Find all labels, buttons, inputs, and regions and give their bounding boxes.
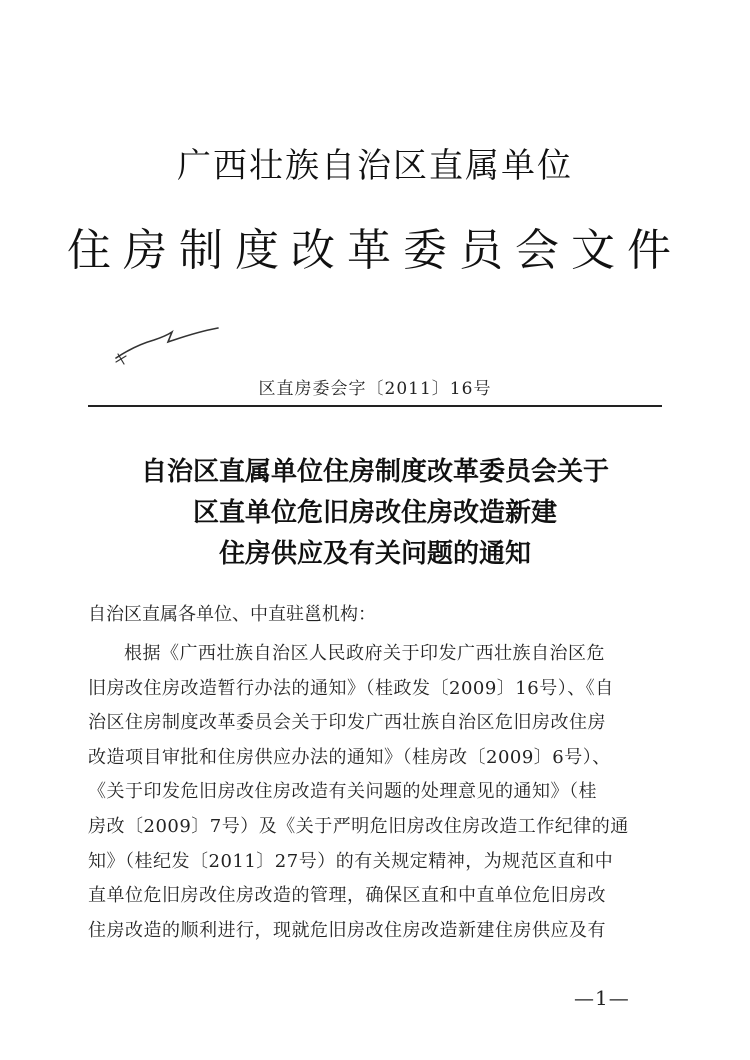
title-line: 自治区直属单位住房制度改革委员会关于 <box>140 457 609 487</box>
issuer-name-line1: 广西壮族自治区直属单位 <box>177 146 573 186</box>
body-line: 直单位危旧房改住房改造的管理，确保区直和中直单位危旧房改 <box>88 885 606 907</box>
body-text <box>88 637 660 948</box>
header-divider <box>88 405 662 407</box>
body-line: 知》（桂纪发〔2011〕27号）的有关规定精神，为规范区直和中 <box>88 850 614 872</box>
handwritten-signature <box>110 320 230 370</box>
body-line: 治区住房制度改革委员会关于印发广西壮族自治区危旧房改住房 <box>88 712 606 734</box>
body-line: 住房改造的顺利进行，现就危旧房改住房改造新建住房供应及有 <box>88 919 606 941</box>
issuer-name-line2: 住房制度改革委员会文件 <box>67 225 683 276</box>
addressee: 自治区直属各单位、中直驻邕机构： <box>88 604 376 625</box>
body-line: 旧房改住房改造暂行办法的通知》（桂政发〔2009〕16号）、《自 <box>88 677 614 699</box>
page-number: —1— <box>574 986 630 1010</box>
body-line: 《关于印发危旧房改住房改造有关问题的处理意见的通知》（桂 <box>88 781 597 803</box>
document-number: 区直房委会字〔2011〕16号 <box>258 379 492 399</box>
title-line: 区直单位危旧房改住房改造新建 <box>192 498 557 528</box>
body-line: 房改〔2009〕7号）及《关于严明危旧房改住房改造工作纪律的通 <box>88 815 629 837</box>
document-title <box>0 452 750 575</box>
title-line: 住房供应及有关问题的通知 <box>218 539 531 569</box>
body-line: 根据《广西壮族自治区人民政府关于印发广西壮族自治区危 <box>124 643 605 664</box>
body-line: 改造项目审批和住房供应办法的通知》（桂房改〔2009〕6号）、 <box>88 746 611 768</box>
